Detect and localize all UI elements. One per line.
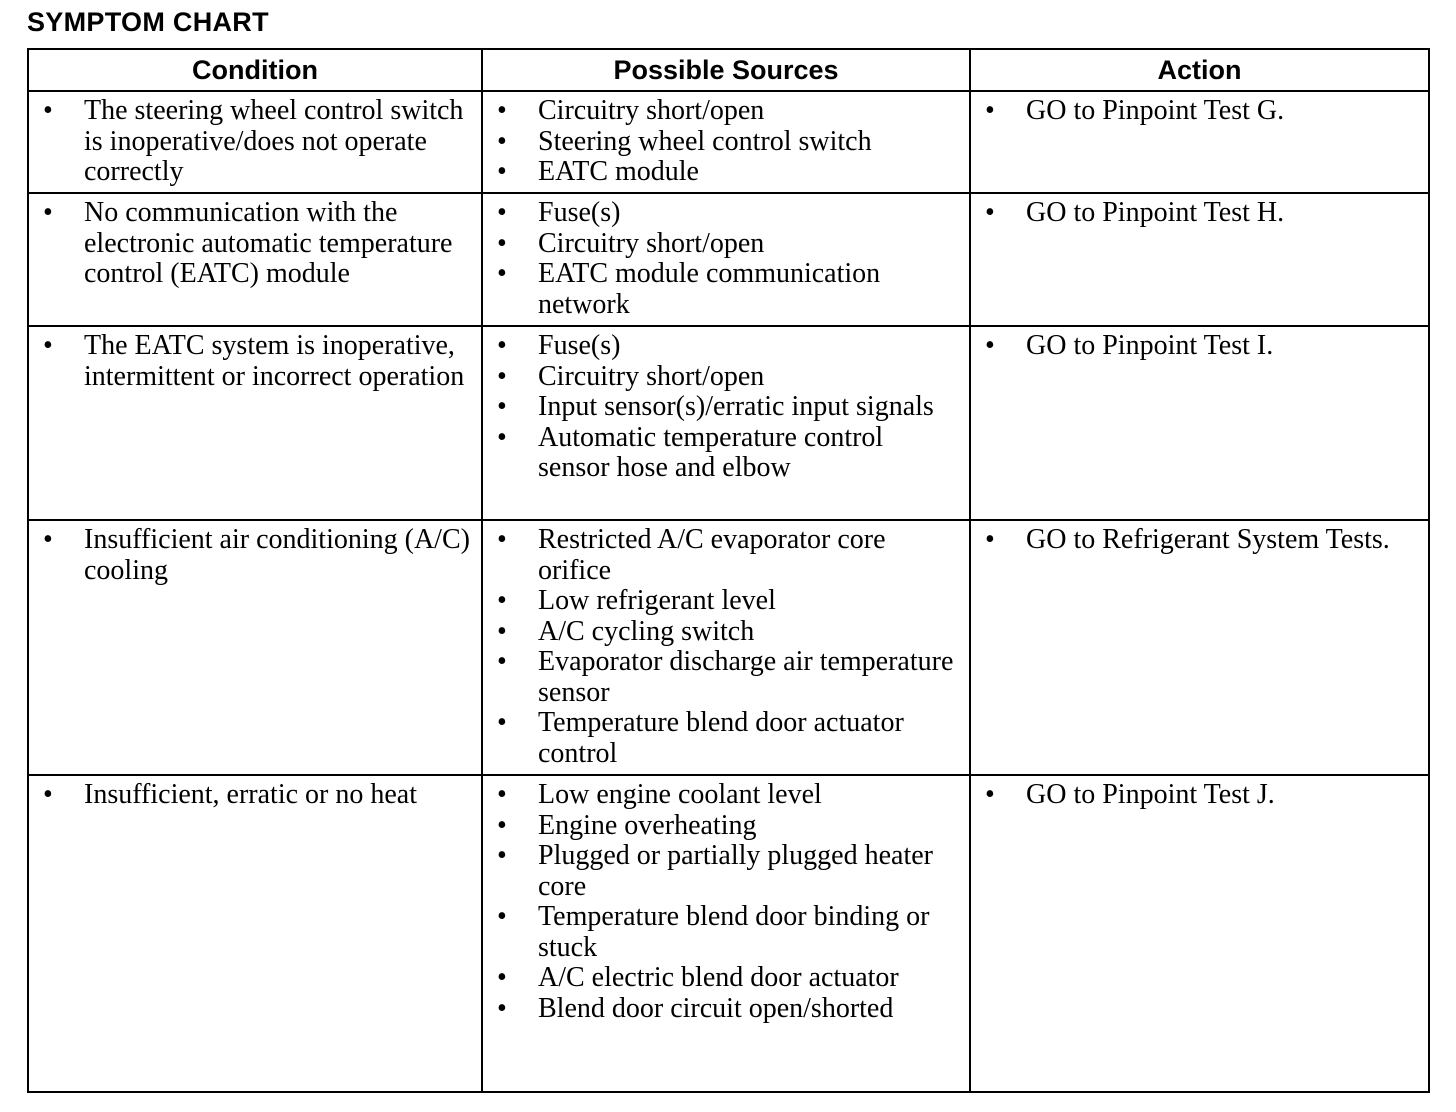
condition-item: • Insufficient, erratic or no heat <box>43 779 418 810</box>
page-title: SYMPTOM CHART <box>27 7 269 37</box>
bullet-icon: • <box>497 95 507 126</box>
action-item: • GO to Pinpoint Test H. <box>985 197 1285 228</box>
symptom-chart-table <box>27 48 1430 1093</box>
source-item: • Temperature blend door actuator control <box>497 707 904 769</box>
bullet-icon: • <box>985 197 995 228</box>
source-item: • Plugged or partially plugged heater core <box>497 840 933 902</box>
source-item: • A/C cycling switch <box>497 615 755 647</box>
action-cell <box>970 91 1429 193</box>
header-row <box>28 49 1429 91</box>
source-item: • Circuitry short/open <box>497 227 765 259</box>
bullet-icon: • <box>497 840 507 871</box>
bullet-icon: • <box>497 901 507 932</box>
condition-item: • The EATC system is inoperative, intermittent or incorrect operation <box>43 330 465 392</box>
source-item: • Evaporator discharge air temperature sensor <box>497 646 954 708</box>
bullet-icon: • <box>985 95 995 126</box>
condition-cell <box>28 520 482 775</box>
bullet-icon: • <box>497 615 507 647</box>
header-possible-sources: Possible Sources <box>482 49 970 91</box>
source-item: • A/C electric blend door actuator <box>497 962 899 993</box>
bullet-icon: • <box>497 779 507 810</box>
source-item: • Automatic temperature control sensor hose and elbow <box>497 421 884 483</box>
bullet-icon: • <box>497 156 507 187</box>
action-cell <box>970 775 1429 1092</box>
sources-cell <box>482 91 970 193</box>
header-condition: Condition <box>28 49 482 91</box>
source-item: • Low refrigerant level <box>497 585 776 616</box>
sources-cell <box>482 193 970 326</box>
source-item: • Engine overheating <box>497 809 757 841</box>
source-item: • EATC module communication network <box>497 258 881 320</box>
bullet-icon: • <box>497 125 507 157</box>
bullet-icon: • <box>497 391 507 422</box>
table-row <box>28 193 1429 326</box>
sources-cell <box>482 520 970 775</box>
condition-item: • The steering wheel control switch is inoperative/does not operate correctly <box>43 95 464 187</box>
bullet-icon: • <box>497 258 507 289</box>
sources-cell <box>482 775 970 1092</box>
bullet-icon: • <box>985 779 995 810</box>
bullet-icon: • <box>497 962 507 993</box>
bullet-icon: • <box>985 524 995 555</box>
header-action: Action <box>970 49 1429 91</box>
bullet-icon: • <box>497 197 507 228</box>
source-item: • Temperature blend door binding or stuck <box>497 901 930 963</box>
source-item: • Circuitry short/open <box>497 360 765 392</box>
bullet-icon: • <box>43 330 53 361</box>
source-item: • Blend door circuit open/shorted <box>497 992 894 1024</box>
bullet-icon: • <box>985 330 995 361</box>
action-item: • GO to Refrigerant System Tests. <box>985 524 1390 555</box>
table-row <box>28 326 1429 520</box>
table-row <box>28 775 1429 1092</box>
bullet-icon: • <box>497 524 507 555</box>
source-item: • Low engine coolant level <box>497 779 822 810</box>
bullet-icon: • <box>43 197 53 228</box>
source-item: • Circuitry short/open <box>497 95 765 126</box>
bullet-icon: • <box>43 95 53 126</box>
bullet-icon: • <box>497 227 507 259</box>
bullet-icon: • <box>43 524 53 555</box>
condition-item: • No communication with the electronic automatic temperature control (EATC) module <box>43 197 453 289</box>
source-item: • Input sensor(s)/erratic input signals <box>497 391 934 422</box>
condition-cell <box>28 775 482 1092</box>
bullet-icon: • <box>497 421 507 453</box>
sources-cell <box>482 326 970 520</box>
bullet-icon: • <box>497 330 507 361</box>
condition-item: • Insufficient air conditioning (A/C) cooling <box>43 524 470 586</box>
source-item: • EATC module <box>497 156 699 187</box>
bullet-icon: • <box>497 585 507 616</box>
bullet-icon: • <box>497 707 507 738</box>
condition-cell <box>28 326 482 520</box>
bullet-icon: • <box>43 779 53 810</box>
action-item: • GO to Pinpoint Test G. <box>985 95 1285 126</box>
action-item: • GO to Pinpoint Test J. <box>985 779 1275 810</box>
bullet-icon: • <box>497 809 507 841</box>
action-cell <box>970 193 1429 326</box>
source-item: • Steering wheel control switch <box>497 125 872 157</box>
condition-cell <box>28 193 482 326</box>
condition-cell <box>28 91 482 193</box>
table-row <box>28 520 1429 775</box>
action-cell <box>970 326 1429 520</box>
source-item: • Fuse(s) <box>497 330 621 361</box>
action-item: • GO to Pinpoint Test I. <box>985 330 1274 361</box>
bullet-icon: • <box>497 646 507 677</box>
source-item: • Restricted A/C evaporator core orifice <box>497 524 886 586</box>
bullet-icon: • <box>497 992 507 1024</box>
source-item: • Fuse(s) <box>497 197 621 228</box>
action-cell <box>970 520 1429 775</box>
table-row <box>28 91 1429 193</box>
bullet-icon: • <box>497 360 507 392</box>
